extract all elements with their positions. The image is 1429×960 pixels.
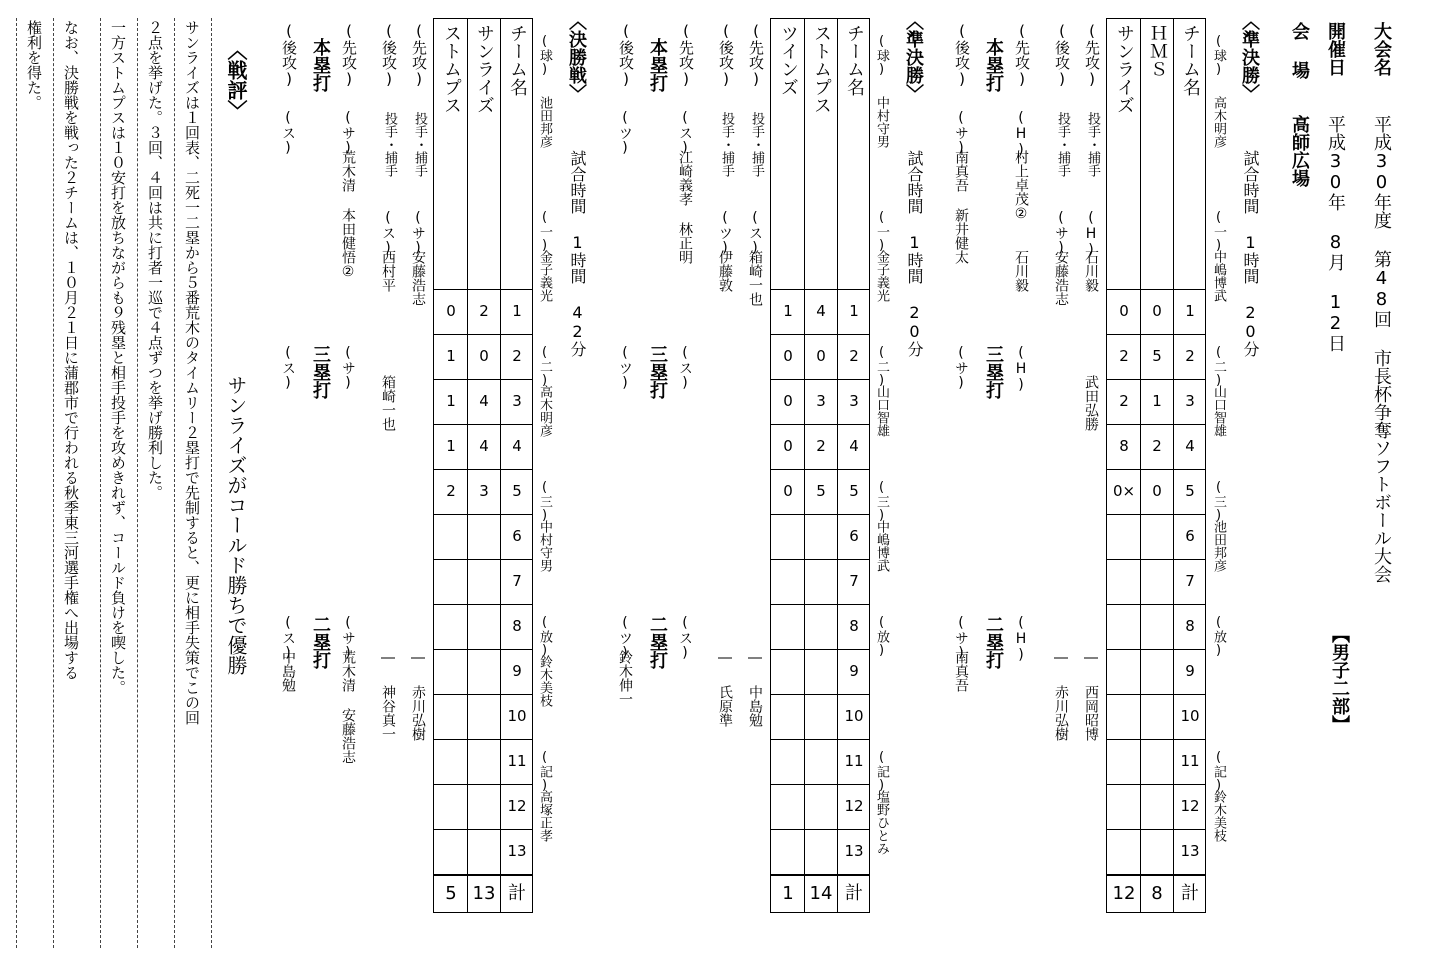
event-date: 平成30年 8月 12日 (1325, 115, 1346, 352)
final-heading: 〈決勝戦〉 (566, 12, 587, 102)
team-name: ツインズ (778, 24, 799, 96)
sf1-triple-team-2: (サ) (953, 345, 969, 391)
sf1-score-table (1106, 18, 1206, 913)
team-total: 14 (809, 883, 833, 904)
sf2-triple-label: 三塁打 (647, 345, 668, 399)
inning-score: 0 (1119, 302, 1129, 320)
final-umpire-role: (二) (537, 345, 552, 388)
sf1-double-team: (H) (1013, 615, 1029, 663)
final-first-label-2: (先攻) (340, 22, 358, 88)
sf2-umpire-role: (球) (874, 34, 889, 77)
final-double-label: 二塁打 (310, 615, 331, 669)
sf1-umpire-role: (二) (1211, 345, 1226, 388)
sf2-first-label: (先攻) (747, 22, 765, 88)
final-umpire-role: (球) (537, 34, 552, 77)
sf2-double-name: 鈴木伸一 (617, 650, 633, 706)
inning-number: 4 (512, 437, 522, 455)
final-second-team: (ス) (380, 210, 396, 256)
sf1-umpire-role: (球) (1211, 34, 1226, 77)
inning-number: 10 (1180, 707, 1200, 725)
sf2-double-team-2: (ツ) (617, 615, 633, 661)
inning-number: 11 (844, 752, 864, 770)
sf1-time: 試合時間 1時間 20分 (1241, 150, 1260, 357)
sf2-umpire-name: 中嶋博武 (874, 520, 889, 572)
inning-score: 1 (783, 302, 793, 320)
sf1-triple-label: 三塁打 (983, 345, 1004, 399)
sf1-second-team: (サ) (1053, 210, 1069, 256)
team-name-header: チーム名 (507, 24, 528, 96)
final-umpire-name: 高塚正孝 (537, 790, 552, 842)
sf2-first-role: 投手・捕手 (749, 112, 764, 177)
sf2-second-team: (ツ) (717, 210, 733, 256)
sf1-triple-team: (H) (1013, 345, 1029, 393)
inning-score: 0 (816, 347, 826, 365)
sf2-umpire-role: (放) (874, 615, 889, 658)
sf1-hr-label: 本塁打 (983, 38, 1004, 92)
inning-number: 7 (1185, 572, 1195, 590)
inning-score: 2 (1119, 392, 1129, 410)
final-first-role: 投手・捕手 (412, 112, 427, 177)
inning-number: 6 (512, 527, 522, 545)
team-total: 13 (472, 883, 496, 904)
inning-number: 12 (1180, 797, 1200, 815)
final-first-pitcher: 安藤浩志 (410, 250, 426, 306)
final-umpire-name: 高木明彦 (537, 385, 552, 437)
team-total: 8 (1151, 883, 1163, 904)
team-total: 12 (1112, 883, 1136, 904)
final-hr-team: (サ) (340, 110, 356, 156)
sf1-second-catcher: 武田弘勝 (1083, 375, 1099, 431)
final-first-extra: 赤川弘樹 (410, 685, 426, 741)
inning-score: 1 (446, 347, 456, 365)
sf1-umpire-role: (三) (1211, 480, 1226, 523)
sf2-hr-name: 江崎義孝 林正明 (677, 150, 693, 264)
sf2-triple-team-2: (ツ) (617, 345, 633, 391)
sf1-second-extra: 赤川弘樹 (1053, 685, 1069, 741)
sf1-umpire-role: (放) (1211, 615, 1226, 658)
final-umpire-role: (三) (537, 480, 552, 523)
total-label: 計 (508, 883, 526, 904)
event-name: 平成30年度 第48回 市長杯争奪ソフトボール大会 (1371, 115, 1392, 583)
review-result: サンライズがコールド勝ちで優勝 (224, 375, 248, 675)
inning-number: 12 (507, 797, 527, 815)
sf1-hr-name-2: 石川毅 (1013, 250, 1029, 292)
final-hr-team-2: (ス) (280, 110, 296, 156)
team-name: ＨＭＳ (1147, 24, 1168, 78)
venue-label: 会 場 (1289, 22, 1310, 79)
sf2-second-role: 投手・捕手 (719, 112, 734, 177)
inning-number: 10 (507, 707, 527, 725)
inning-number: 7 (512, 572, 522, 590)
sf2-double-label: 二塁打 (647, 615, 668, 669)
inning-score: 0 (1152, 482, 1162, 500)
team-total: 5 (445, 883, 457, 904)
final-umpire-name: 池田邦彦 (537, 96, 552, 148)
sf2-umpire-role: (二) (874, 345, 889, 388)
review-line: ２点を挙げた。３回、４回は共に打者一巡で４点ずつを挙げ勝利した。 (146, 20, 164, 500)
inning-score: 2 (1119, 347, 1129, 365)
inning-score: 0 (783, 347, 793, 365)
sf1-first-label-2: (先攻) (1013, 22, 1031, 88)
final-triple-team: (サ) (340, 345, 356, 391)
sf1-first-label: (先攻) (1083, 22, 1101, 88)
inning-score: 4 (479, 392, 489, 410)
sf2-heading: 〈準決勝〉 (903, 12, 924, 102)
inning-score: 2 (479, 302, 489, 320)
inning-score: 0 (479, 347, 489, 365)
sf1-first-extra: 西岡昭博 (1083, 685, 1099, 741)
sf2-hr-label: 本塁打 (647, 38, 668, 92)
sf1-first-pitcher: 石川毅 (1083, 250, 1099, 292)
sf1-double-label: 二塁打 (983, 615, 1004, 669)
sf2-first-team: (ス) (747, 210, 763, 256)
inning-number: 12 (844, 797, 864, 815)
inning-score: 2 (446, 482, 456, 500)
inning-score: 8 (1119, 437, 1129, 455)
inning-number: 5 (512, 482, 522, 500)
sf2-first-extra: 中島勉 (747, 685, 763, 727)
final-triple-label: 三塁打 (310, 345, 331, 399)
sf2-time: 試合時間 1時間 20分 (905, 150, 924, 357)
inning-number: 13 (1180, 842, 1200, 860)
inning-number: 3 (1185, 392, 1195, 410)
inning-number: 2 (849, 347, 859, 365)
venue: 高師広場 (1289, 115, 1310, 187)
sf1-double-name: 南真吾 (953, 650, 969, 692)
inning-score: 0 (783, 437, 793, 455)
inning-number: 3 (849, 392, 859, 410)
final-hr-label: 本塁打 (310, 38, 331, 92)
inning-number: 8 (512, 617, 522, 635)
inning-score: 0× (1112, 482, 1136, 500)
sf2-hr-team: (ス) (677, 110, 693, 156)
team-name: ストムプス (441, 24, 462, 114)
sf2-umpire-role: (三) (874, 480, 889, 523)
total-label: 計 (1181, 883, 1199, 904)
sf1-umpire-role: (一) (1211, 210, 1226, 253)
review-line: 一方ストムプスは１０安打を放ちながらも９残塁と相手投手を攻めきれず、コールド負けを喫した。 (109, 20, 127, 695)
final-umpire-role: (記) (537, 750, 552, 793)
inning-number: 11 (1180, 752, 1200, 770)
sf2-score-table (770, 18, 870, 913)
inning-number: 9 (849, 662, 859, 680)
sf1-double-team-2: (サ) (953, 615, 969, 661)
sf1-hr-name: 村上卓茂② (1013, 150, 1029, 222)
sf1-second-pitcher: 安藤浩志 (1053, 250, 1069, 306)
review-line: なお、決勝戦を戦った２チームは、１０月２１日に蒲郡市で行われる秋季東三河選手権へ出場する (62, 20, 80, 680)
sf2-first-dash: ― (747, 650, 763, 666)
division-label: 【男子二部】 (1329, 625, 1350, 733)
sf1-umpire-name: 中嶋博武 (1211, 250, 1226, 302)
review-heading: 〈戦評〉 (224, 40, 248, 120)
inning-number: 5 (1185, 482, 1195, 500)
inning-number: 1 (1185, 302, 1195, 320)
sf2-hr-team-2: (ツ) (617, 110, 633, 156)
team-name-header: チーム名 (1180, 24, 1201, 96)
final-first-label: (先攻) (410, 22, 428, 88)
sf1-second-label: (後攻) (1053, 22, 1071, 88)
inning-number: 1 (512, 302, 522, 320)
final-double-name-2: 中島勉 (280, 650, 296, 692)
sf1-first-role: 投手・捕手 (1085, 112, 1100, 177)
final-triple-team-2: (ス) (280, 345, 296, 391)
inning-score: 0 (1152, 302, 1162, 320)
sf1-umpire-name: 池田邦彦 (1211, 520, 1226, 572)
inning-score: 4 (479, 437, 489, 455)
inning-number: 9 (512, 662, 522, 680)
final-second-extra: 神谷真一 (380, 685, 396, 741)
sf1-second-dash: ― (1053, 650, 1069, 666)
inning-score: 3 (479, 482, 489, 500)
sf1-first-dash: ― (1083, 650, 1099, 666)
final-score-table (433, 18, 533, 913)
inning-score: 2 (816, 437, 826, 455)
final-double-team-2: (ス) (280, 615, 296, 661)
sf2-umpire-role: (一) (874, 210, 889, 253)
review-line: サンライズは１回表、二死一二塁から５番荒木のタイムリー２塁打で先制すると、更に相手失策でこの回 (183, 20, 201, 725)
sf2-second-label: (後攻) (717, 22, 735, 88)
inning-number: 7 (849, 572, 859, 590)
inning-score: 5 (816, 482, 826, 500)
final-umpire-role: (放) (537, 615, 552, 658)
inning-score: 0 (783, 482, 793, 500)
final-second-pitcher: 西村平 (380, 250, 396, 292)
final-time: 試合時間 1時間 42分 (568, 150, 587, 357)
sf2-second-pitcher: 伊藤敦 (717, 250, 733, 292)
inning-score: 0 (446, 302, 456, 320)
team-total: 1 (782, 883, 794, 904)
inning-number: 8 (1185, 617, 1195, 635)
sf1-heading: 〈準決勝〉 (1239, 12, 1260, 102)
final-double-team: (サ) (340, 615, 356, 661)
final-second-catcher: 箱崎一也 (380, 375, 396, 431)
final-umpire-name: 中村守男 (537, 520, 552, 572)
final-umpire-name: 鈴木美枝 (537, 655, 552, 707)
inning-score: 1 (1152, 392, 1162, 410)
inning-number: 6 (849, 527, 859, 545)
sf1-umpire-role: (記) (1211, 750, 1226, 793)
sf1-umpire-name: 高木明彦 (1211, 96, 1226, 148)
final-umpire-name: 金子義光 (537, 250, 552, 302)
total-label: 計 (845, 883, 863, 904)
sf1-first-team: (H) (1083, 210, 1099, 258)
sf2-second-label-2: (後攻) (617, 22, 635, 88)
sf2-umpire-name: 中村守男 (874, 96, 889, 148)
final-hr-name: 荒木清 本田健悟② (340, 150, 356, 280)
inning-score: 1 (446, 392, 456, 410)
inning-number: 2 (1185, 347, 1195, 365)
sf1-hr-team: (H) (1013, 110, 1029, 158)
sf1-second-label-2: (後攻) (953, 22, 971, 88)
sf2-umpire-name: 金子義光 (874, 250, 889, 302)
inning-score: 0 (783, 392, 793, 410)
final-first-team: (サ) (410, 210, 426, 256)
inning-number: 8 (849, 617, 859, 635)
sf2-second-dash: ― (717, 650, 733, 666)
inning-score: 1 (446, 437, 456, 455)
event-name-label: 大会名 (1371, 22, 1392, 76)
sf2-umpire-name: 山口智雄 (874, 385, 889, 437)
inning-number: 11 (507, 752, 527, 770)
team-name: ストムプス (811, 24, 832, 114)
final-second-label-2: (後攻) (280, 22, 298, 88)
review-line: 権利を得た。 (25, 20, 43, 110)
date-label: 開催日 (1325, 22, 1346, 76)
sf1-umpire-name: 鈴木美枝 (1211, 790, 1226, 842)
sf2-triple-team: (ス) (677, 345, 693, 391)
sf2-umpire-name: 塩野ひとみ (874, 790, 889, 855)
sf1-hr-extra-team: (サ) (953, 110, 969, 156)
final-second-dash: ― (380, 650, 396, 666)
final-second-label: (後攻) (380, 22, 398, 88)
final-first-dash: ― (410, 650, 426, 666)
final-double-name: 荒木清 安藤浩志 (340, 650, 356, 764)
inning-number: 13 (507, 842, 527, 860)
inning-number: 1 (849, 302, 859, 320)
inning-score: 2 (1152, 437, 1162, 455)
sf1-umpire-name: 山口智雄 (1211, 385, 1226, 437)
inning-score: 5 (1152, 347, 1162, 365)
sf2-first-label-2: (先攻) (677, 22, 695, 88)
inning-number: 4 (1185, 437, 1195, 455)
sf1-second-role: 投手・捕手 (1055, 112, 1070, 177)
final-second-role: 投手・捕手 (382, 112, 397, 177)
inning-number: 4 (849, 437, 859, 455)
inning-number: 6 (1185, 527, 1195, 545)
inning-number: 3 (512, 392, 522, 410)
inning-number: 2 (512, 347, 522, 365)
inning-score: 4 (816, 302, 826, 320)
team-name-header: チーム名 (844, 24, 865, 96)
team-name: サンライズ (474, 24, 495, 114)
sf2-second-extra: 氏原準 (717, 685, 733, 727)
inning-number: 10 (844, 707, 864, 725)
sf1-hr-extra-name: 南真吾 新井健太 (953, 150, 969, 264)
sf2-first-pitcher: 箱崎一也 (747, 250, 763, 306)
inning-number: 5 (849, 482, 859, 500)
team-name: サンライズ (1114, 24, 1135, 114)
sf2-double-team: (ス) (677, 615, 693, 661)
inning-number: 9 (1185, 662, 1195, 680)
final-umpire-role: (一) (537, 210, 552, 253)
sf2-umpire-role: (記) (874, 750, 889, 793)
inning-number: 13 (844, 842, 864, 860)
inning-score: 3 (816, 392, 826, 410)
